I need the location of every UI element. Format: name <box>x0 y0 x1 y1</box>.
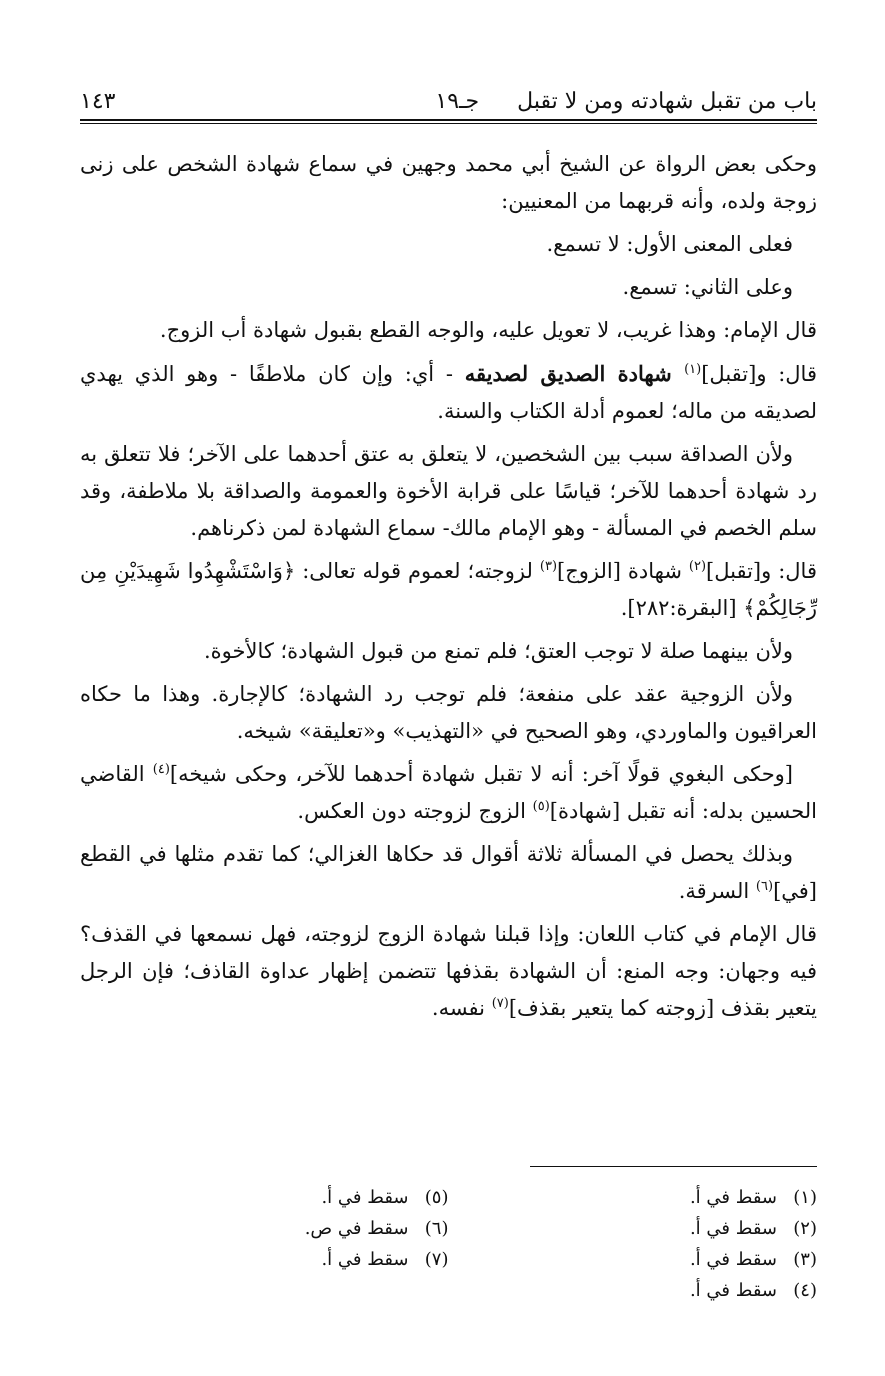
paragraph: قال: و[تقبل]$^{(٢)}$ شهادة [الزوج]$^{(٣)}$ لزوجته؛ لعموم قوله تعالى: ﴿وَاسْتَشْهِدُوا شَهِيدَيْنِ مِن رِّجَالِكُمْ﴾ [البقرة:٢٨٢]. <box>80 559 817 620</box>
paragraph: [وحكى البغوي قولًا آخر: أنه لا تقبل شهادة أحدهما للآخر، وحكى شيخه]$^{(٤)}$ القاضي الحسين بدله: أنه تقبل [شهادة]$^{(٥)}$ الزوج لزوجته دون العكس. <box>80 762 817 823</box>
footnotes-left-column <box>80 1182 449 1306</box>
footnotes <box>80 1182 817 1306</box>
footnote-ref[interactable]: (٣) <box>539 559 558 574</box>
footnote-ref[interactable]: (٢) <box>688 559 707 574</box>
footnote-ref[interactable]: (١) <box>684 362 702 377</box>
paragraph: وبذلك يحصل في المسألة ثلاثة أقوال قد حكاها الغزالي؛ كما تقدم مثلها في القطع [في]$^{(٦)}$ السرقة. <box>80 842 817 903</box>
footnote: (٥)سقط في أ. <box>321 1187 449 1208</box>
header-rule <box>80 119 817 121</box>
paragraph: ولأن الصداقة سبب بين الشخصين، لا يتعلق به عتق أحدهما على الآخر؛ فلا تتعلق به رد شهادة أحدهما للآخر؛ قياسًا على قرابة الأخوة والعمومة والصداقة بلا ملاطفة، وقد سلم الخصم في المسألة - وهو الإمام مالك- سماع الشهادة لمن ذكرناهم. <box>80 442 817 540</box>
footnote-ref[interactable]: (٥) <box>532 799 550 814</box>
footnote-separator <box>530 1166 817 1167</box>
paragraph: قال الإمام: وهذا غريب، لا تعويل عليه، والوجه القطع بقبول شهادة أب الزوج. <box>159 318 817 342</box>
header-rule-thin <box>80 123 817 124</box>
footnote: (١)سقط في أ. <box>689 1187 817 1208</box>
running-header <box>80 84 817 118</box>
footnotes-right-column <box>449 1182 818 1306</box>
footnote-ref[interactable]: (٧) <box>491 996 509 1011</box>
footnote-ref[interactable]: (٤) <box>152 762 170 777</box>
footnote: (٤)سقط في أ. <box>689 1280 817 1301</box>
footnote: (٣)سقط في أ. <box>689 1249 817 1270</box>
footnote: (٧)سقط في أ. <box>321 1249 449 1270</box>
paragraph: قال: و[تقبل]$^{(١)}$ شهادة الصديق لصديقه - أي: وإن كان ملاطفًا - وهو الذي يهدي لصديقه من ماله؛ لعموم أدلة الكتاب والسنة. <box>80 361 817 423</box>
paragraph: قال الإمام في كتاب اللعان: وإذا قبلنا شهادة الزوج لزوجته، فهل نسمعها في القذف؟ فيه وجهان: وجه المنع: أن الشهادة بقذفها تتضمن إظهار عداوة القاذف؛ فإن الرجل يتعير بقذف [زوجته كما يتعير بقذف]$^{(٧)}$ نفسه. <box>80 922 817 1020</box>
bold-phrase: شهادة الصديق لصديقه <box>464 361 685 386</box>
paragraph: ولأن الزوجية عقد على منفعة؛ فلم توجب رد الشهادة؛ كالإجارة. وهذا ما حكاه العراقيون والماوردي، وهو الصحيح في «التهذيب» و«تعليقة» شيخه. <box>80 682 817 743</box>
paragraph: ولأن بينهما صلة لا توجب العتق؛ فلم تمنع من قبول الشهادة؛ كالأخوة. <box>203 639 793 663</box>
chapter-title: باب من تقبل شهادته ومن لا تقبل <box>517 88 817 114</box>
footnote-ref[interactable]: (٦) <box>755 879 774 894</box>
paragraph: وحكى بعض الرواة عن الشيخ أبي محمد وجهين في سماع شهادة الشخص على زنى زوجة ولده، وأنه قربهما من المعنيين: <box>80 152 817 213</box>
paragraph: فعلى المعنى الأول: لا تسمع. <box>546 232 793 256</box>
volume-label: جـ١٩ <box>435 88 480 114</box>
paragraph: وعلى الثاني: تسمع. <box>622 275 793 299</box>
footnote: (٦)سقط في ص. <box>304 1218 449 1239</box>
footnote: (٢)سقط في أ. <box>689 1218 817 1239</box>
page-number: ١٤٣ <box>80 88 116 114</box>
main-text <box>80 146 817 1033</box>
